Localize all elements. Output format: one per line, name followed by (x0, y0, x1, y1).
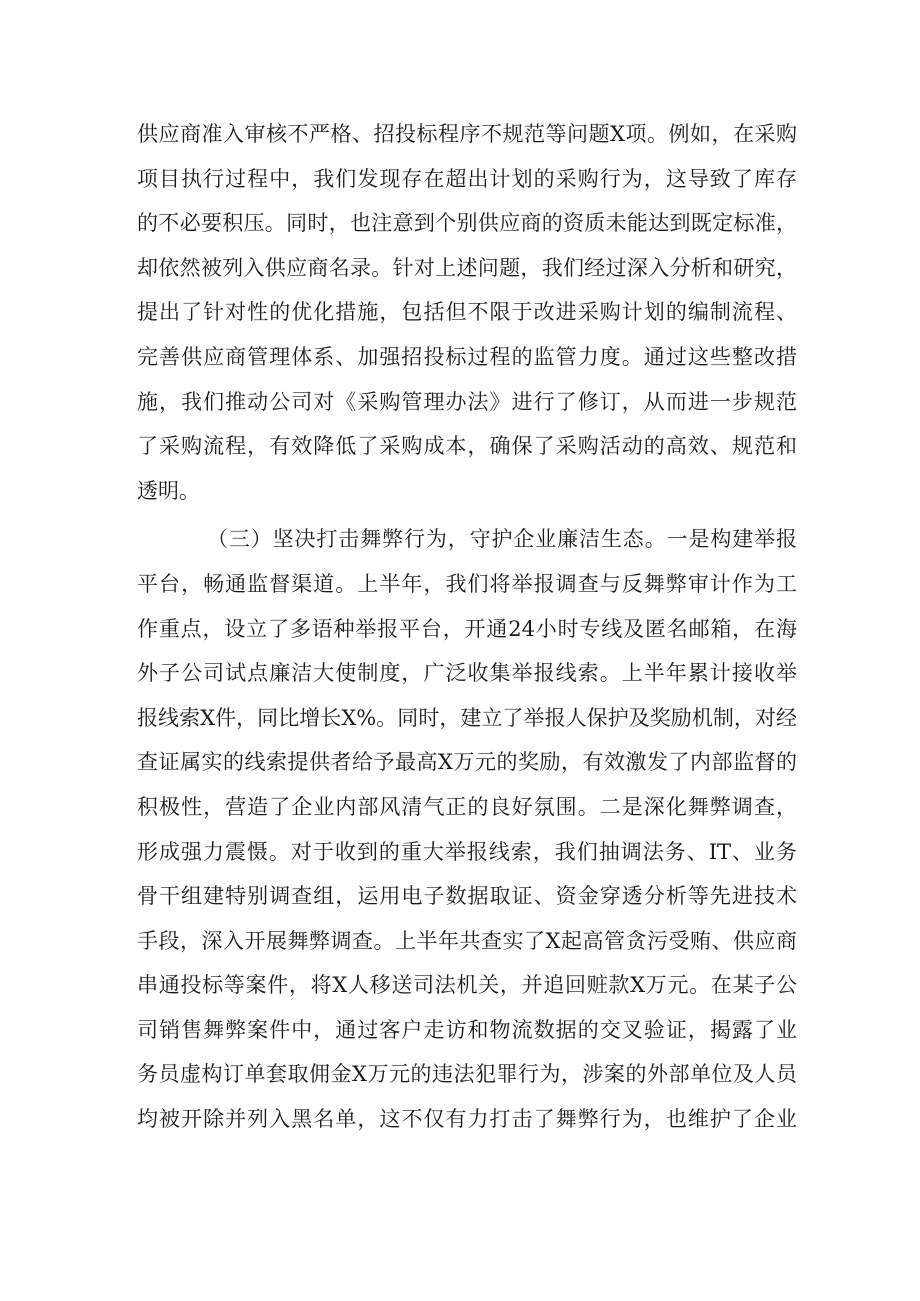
section-heading-line: （三）坚决打击舞弊行为，守护企业廉洁生态。一是构建举报 (207, 527, 797, 552)
text-line: 的不必要积压。同时，也注意到个别供应商的资质未能达到既定标准， (137, 211, 797, 236)
text-line: 外子公司试点廉洁大使制度，广泛收集举报线索。上半年累计接收举 (137, 661, 797, 686)
text-line: 却依然被列入供应商名录。针对上述问题，我们经过深入分析和研究， (137, 255, 797, 280)
text-line: 串通投标等案件，将X人移送司法机关，并追回赃款X万元。在某子公 (137, 973, 797, 998)
paragraph-anti-fraud (137, 517, 797, 1141)
text-line: 平台，畅通监督渠道。上半年，我们将举报调查与反舞弊审计作为工 (137, 571, 797, 596)
text-line: 完善供应商管理体系、加强招投标过程的监管力度。通过这些整改措 (137, 344, 797, 369)
text-line: 均被开除并列入黑名单，这不仅有力打击了舞弊行为，也维护了企业 (137, 1107, 797, 1132)
text-line: 透明。 (137, 478, 200, 503)
text-line: 司销售舞弊案件中，通过客户走访和物流数据的交叉验证，揭露了业 (137, 1017, 797, 1042)
text-line: 施，我们推动公司对《采购管理办法》进行了修订，从而进一步规范 (137, 389, 797, 414)
text-line: 供应商准入审核不严格、招投标程序不规范等问题X项。例如，在采购 (137, 122, 797, 146)
text-line: 项目执行过程中，我们发现存在超出计划的采购行为，这导致了库存 (137, 166, 797, 191)
text-line: 积极性，营造了企业内部风清气正的良好氛围。二是深化舞弊调查， (137, 794, 797, 819)
text-line: 务员虚构订单套取佣金X万元的违法犯罪行为，涉案的外部单位及人员 (137, 1062, 797, 1087)
document-body (137, 112, 797, 1142)
text-line: 报线索X件，同比增长X%。同时，建立了举报人保护及奖励机制，对经 (137, 705, 797, 730)
text-line: 骨干组建特别调查组，运用电子数据取证、资金穿透分析等先进技术 (137, 884, 797, 909)
paragraph-procurement (137, 112, 797, 513)
text-line: 了采购流程，有效降低了采购成本，确保了采购活动的高效、规范和 (137, 434, 797, 459)
text-line: 作重点，设立了多语种举报平台，开通24小时专线及匿名邮箱，在海 (137, 616, 797, 641)
text-line: 提出了针对性的优化措施，包括但不限于改进采购计划的编制流程、 (137, 300, 797, 325)
text-line: 查证属实的线索提供者给予最高X万元的奖励，有效激发了内部监督的 (137, 750, 797, 775)
text-line: 形成强力震慑。对于收到的重大举报线索，我们抽调法务、IT、业务 (137, 839, 797, 864)
text-line: 手段，深入开展舞弊调查。上半年共查实了X起高管贪污受贿、供应商 (137, 928, 797, 953)
